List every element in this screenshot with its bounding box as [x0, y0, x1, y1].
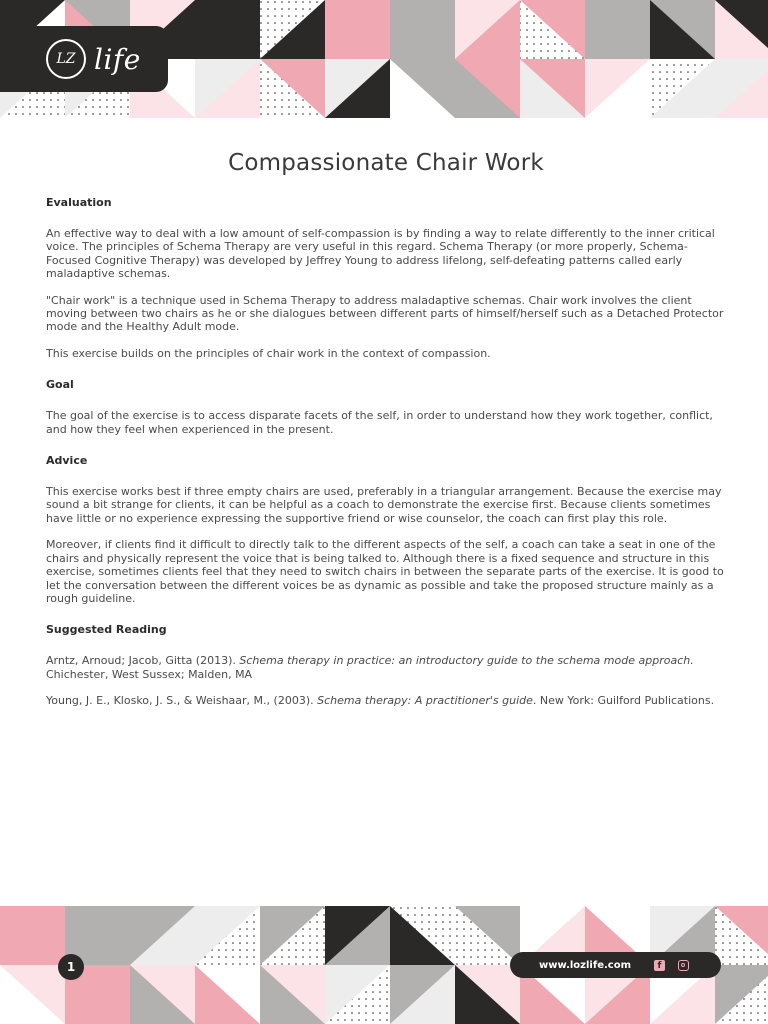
reference-item	[46, 654, 726, 681]
instagram-icon[interactable]	[678, 960, 689, 971]
section-heading-suggested-reading: Suggested Reading	[46, 623, 167, 637]
paragraph: This exercise works best if three empty chairs are used, preferably in a triangular arrangement. Because the exercise may sound a bit strange for clients, it can be helpful as a coach to demonstrate the exercise first. Because clients sometimes have little or no experience expressing the supportive friend or wise counselor, the coach can first play this role.	[46, 485, 722, 525]
document-body	[46, 150, 726, 721]
paragraph: "Chair work" is a technique used in Schema Therapy to address maladaptive schemas. Chair work involves the client moving between two chairs as he or she dialogues between different parts of himself/herself such as a Detached Protector mode and the Healthy Adult mode.	[46, 293, 724, 334]
reference-title: Schema therapy in practice: an introductory guide to the schema mode approach.	[239, 654, 694, 668]
reference-item	[46, 694, 726, 707]
paragraph: This exercise builds on the principles of chair work in the context of compassion.	[46, 346, 491, 360]
reference-title: Schema therapy: A practitioner's guide	[317, 694, 533, 708]
brand-logo[interactable]	[0, 26, 168, 92]
paragraph: The goal of the exercise is to access disparate facets of the self, in order to understand how they work together, conflict, and how they feel when experienced in the present.	[46, 409, 713, 436]
page-number: 1	[58, 954, 84, 980]
reference-authors: Young, J. E., Klosko, J. S., & Weishaar, M., (2003).	[46, 694, 318, 708]
logo-wordmark: life	[94, 42, 141, 76]
paragraph: An effective way to deal with a low amount of self-compassion is by finding a way to relate differently to the inner critical voice. The principles of Schema Therapy are very useful in this regard. Schema Therapy (or more properly, Schema-Focused Cognitive Therapy) was developed by Jeffrey Young to address lifelong, self-defeating patterns called early maladaptive schemas.	[46, 227, 715, 281]
section-heading-evaluation: Evaluation	[46, 196, 112, 209]
reference-publisher: . New York: Guilford Publications.	[532, 694, 715, 708]
reference-publisher: Chichester, West Sussex; Malden, MA	[46, 667, 253, 681]
reference-authors: Arntz, Arnoud; Jacob, Gitta (2013).	[46, 654, 240, 668]
website-link[interactable]: www.lozlife.com	[539, 959, 631, 971]
facebook-icon[interactable]: f	[654, 960, 665, 971]
section-heading-goal: Goal	[46, 378, 74, 392]
footer-website-pill[interactable]	[510, 952, 721, 978]
paragraph: Moreover, if clients find it difficult to directly talk to the different aspects of the self, a coach can take a seat in one of the chairs and physically represent the voice that is being talked to. Although there is a fixed sequence and structure in this exercise, sometimes clients feel that they need to switch chairs in between the separate parts of the exercise. It is good to let the conversation between the different voices be as dynamic as possible and take the proposed structure mainly as a rough guideline.	[46, 538, 724, 605]
section-heading-advice: Advice	[46, 454, 88, 468]
logo-mark: LZ	[46, 39, 86, 79]
page-title: Compassionate Chair Work	[228, 150, 544, 176]
